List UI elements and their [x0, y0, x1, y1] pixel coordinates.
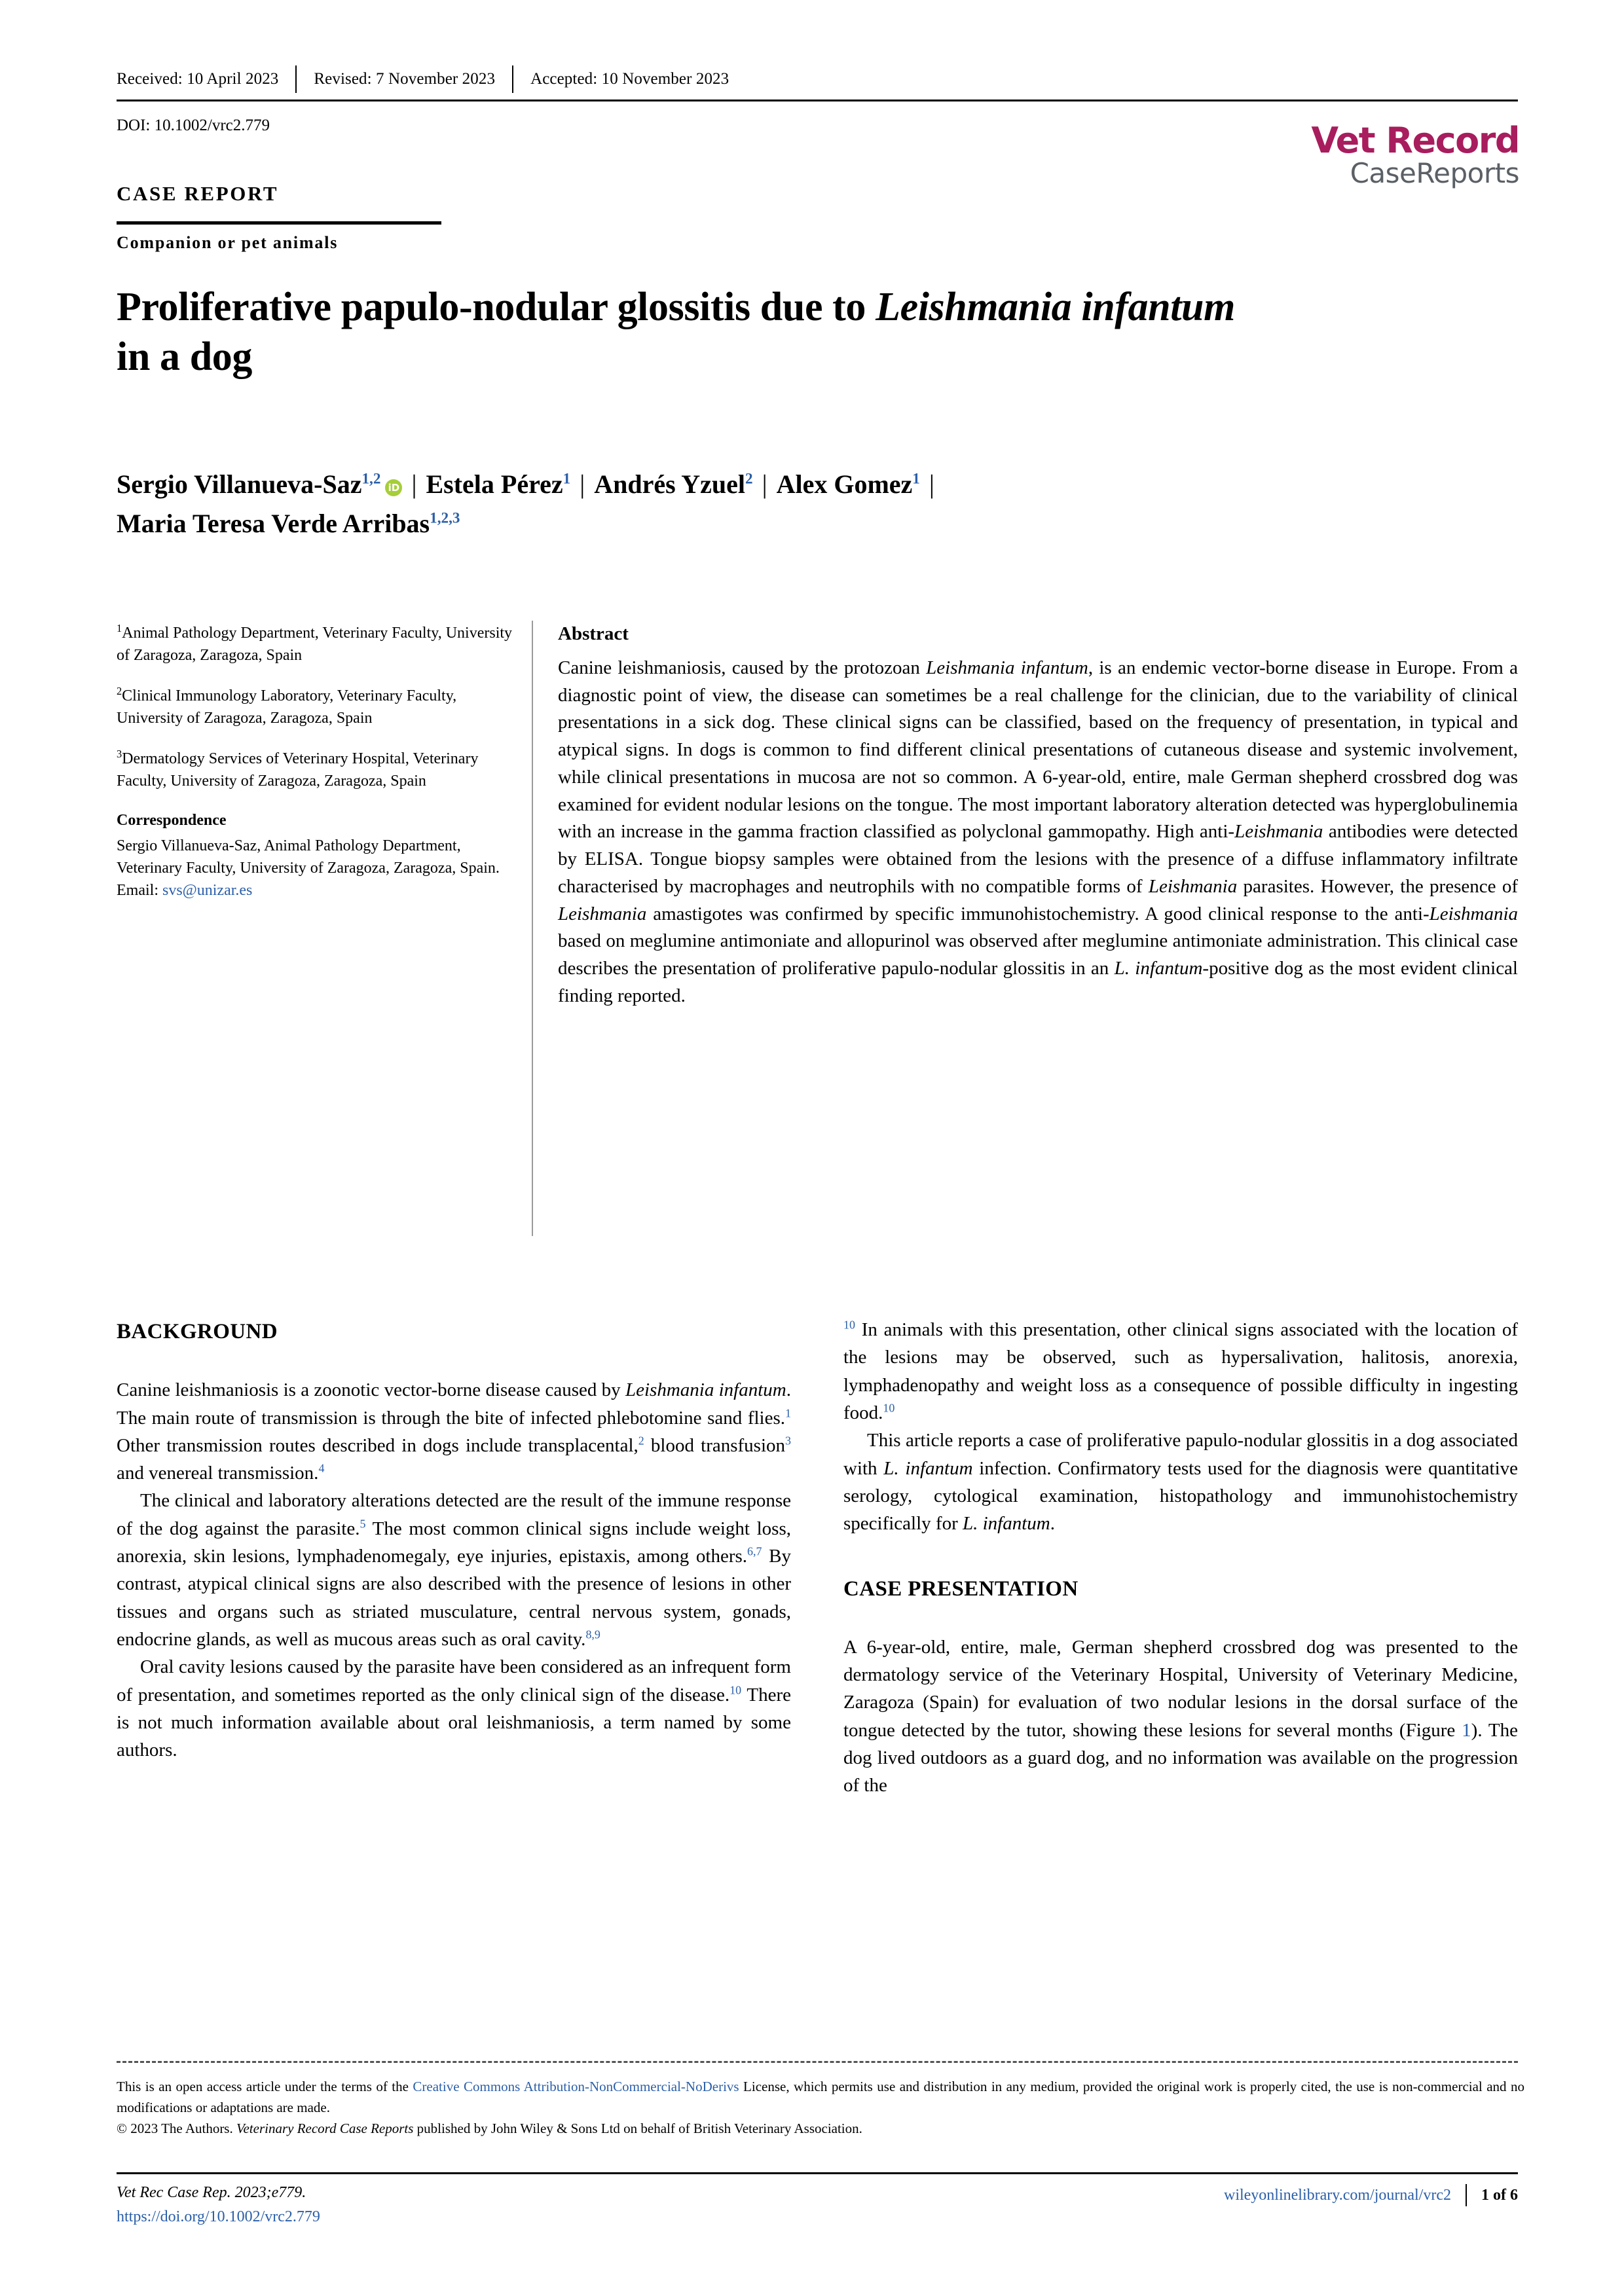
text-seg: . The main route of transmission is through the bite of infected phlebotomine sand flies.	[117, 1379, 791, 1429]
page-title	[117, 283, 1511, 382]
abstract-italic: L. infantum	[1114, 958, 1203, 979]
text-seg: In animals with this presentation, other clinical signs associated with the location of the lesions may be observed, such as hypersalivation, halitosis, anorexia, lymphadenopathy and weight loss as a consequence of possible difficulty in ingesting food.	[843, 1319, 1518, 1423]
abstract-italic: Leishmania infantum	[926, 657, 1088, 678]
author-affil-marker: 1,2	[361, 470, 381, 488]
abstract-seg: amastigotes was confirmed by specific immunohistochemistry. A good clinical response to the anti-	[646, 903, 1430, 924]
text-seg: A 6-year-old, entire, male, German shepherd crossbred dog was presented to the dermatology service of the Veterinary Hospital, University of Veterinary Medicine, Zaragoza (Spain) for evaluation of two nodular lesions in the dorsal surface of the tongue detected by the tutor, showing these lesions for several months (Figure	[843, 1636, 1518, 1741]
header-rule	[117, 100, 1518, 101]
affiliation-marker: 1	[117, 622, 122, 634]
email-link[interactable]: svs@unizar.es	[162, 881, 253, 899]
paragraph	[117, 1487, 791, 1653]
page-number: 1 of 6	[1481, 2186, 1518, 2204]
citation-ref[interactable]: 10	[729, 1683, 742, 1697]
doi-link[interactable]: https://doi.org/10.1002/vrc2.779	[117, 2208, 320, 2225]
text-seg: .	[1050, 1513, 1055, 1535]
correspondence-heading: Correspondence	[117, 812, 227, 829]
citation-ref[interactable]: 2	[638, 1434, 644, 1448]
license-text: License, which permits use and distribution in any medium, provided the original work is properly cited, the use is non-commercial and no modifications or adaptations are made.	[117, 2079, 1525, 2115]
copyright-text: © 2023 The Authors.	[117, 2120, 236, 2136]
text-seg: By contrast, atypical clinical signs are also described with the presence of lesions in other tissues and organs such as striated musculature, central nervous system, gonads, endocrine glands, as well as mucous areas such as oral cavity.	[117, 1546, 792, 1650]
abstract-seg: -positive dog as the most evident clinical finding reported.	[558, 958, 1518, 1006]
body-column-right	[843, 1316, 1518, 1800]
abstract-seg: Canine leishmaniosis, caused by the protozoan	[558, 657, 927, 678]
author-separator: |	[580, 469, 585, 499]
author-separator: |	[929, 469, 934, 499]
paragraph	[117, 1376, 791, 1487]
page-footer	[117, 2184, 1518, 2226]
affiliation-text: Animal Pathology Department, Veterinary Faculty, University of Zaragoza, Zaragoza, Spain	[117, 625, 513, 665]
paragraph	[843, 1316, 1518, 1427]
author-separator: |	[411, 469, 417, 499]
journal-logo-main: Vet Record	[1311, 120, 1519, 161]
abstract-block	[558, 621, 1518, 1010]
abstract-seg: based on meglumine antimoniate and allopurinol was observed after meglumine antimoniate administration. This clinical case describes the presentation of proliferative papulo-nodular glossitis in an	[558, 930, 1518, 979]
publication-dates	[117, 65, 1518, 93]
citation-ref[interactable]: 5	[360, 1517, 366, 1531]
copyright-text: published by John Wiley & Sons Ltd on behalf of British Veterinary Association.	[413, 2120, 862, 2136]
citation-ref[interactable]: 10	[883, 1401, 895, 1415]
author-affil-marker: 2	[745, 470, 753, 488]
paragraph	[843, 1427, 1518, 1537]
text-seg: The most common clinical signs include weight loss, anorexia, skin lesions, lymphadenomegaly, eye injuries, epistaxis, among others.	[117, 1518, 791, 1567]
author-list	[117, 465, 1505, 543]
article-type-rule	[117, 221, 441, 225]
revised-date: Revised: 7 November 2023	[314, 70, 496, 88]
affiliation-text: Dermatology Services of Veterinary Hospital, Veterinary Faculty, University of Zaragoza, Zaragoza, Spain	[117, 750, 479, 790]
footer-citation: Vet Rec Case Rep. 2023;e779.	[117, 2184, 306, 2201]
paragraph	[843, 1633, 1518, 1800]
correspondence-body	[117, 835, 523, 902]
text-seg: Oral cavity lesions caused by the parasite have been considered as an infrequent form of presentation, and sometimes reported as the only clinical sign of the disease.	[117, 1656, 791, 1705]
title-part-1: Proliferative papulo-nodular glossitis due to	[117, 285, 876, 329]
abstract-heading: Abstract	[558, 623, 629, 644]
abstract-divider	[532, 621, 533, 1236]
article-type-label: CASE REPORT	[117, 182, 279, 205]
license-text: This is an open access article under the terms of the	[117, 2079, 413, 2094]
abstract-seg: antibodies were detected by ELISA. Tongue biopsy samples were obtained from the lesions with the presence of a diffuse inflammatory infiltrate characterised by macrophages and neutrophils with no compatible forms of	[558, 821, 1518, 897]
cc-license-link[interactable]: Creative Commons Attribution-NonCommercial-NoDerivs	[413, 2079, 739, 2094]
citation-ref[interactable]: 8,9	[585, 1628, 600, 1641]
text-seg: Canine leishmaniosis is a zoonotic vector-borne disease caused by	[117, 1379, 625, 1401]
text-seg: There is not much information available about oral leishmaniosis, a term named by some authors.	[117, 1684, 792, 1761]
author-affil-marker: 1	[912, 470, 920, 488]
affiliation-item	[117, 621, 523, 666]
accepted-date: Accepted: 10 November 2023	[530, 70, 729, 88]
article-subject-label: Companion or pet animals	[117, 233, 339, 252]
author-name: Estela Pérez	[426, 469, 563, 499]
footer-separator	[1466, 2184, 1467, 2206]
email-label: Email:	[117, 881, 162, 899]
title-part-2: in a dog	[117, 334, 252, 379]
footer-citation-block	[117, 2184, 1224, 2226]
author-name: Maria Teresa Verde Arribas	[117, 509, 430, 538]
author-affil-marker: 1	[563, 470, 571, 488]
text-seg: ). The dog lived outdoors as a guard dog, and no information was available on the progression of the	[843, 1719, 1518, 1796]
author-separator: |	[762, 469, 767, 499]
abstract-italic: Leishmania	[1429, 903, 1518, 924]
text-seg: This article reports a case of proliferative papulo-nodular glossitis in a dog associated with	[843, 1430, 1518, 1479]
abstract-italic: Leishmania	[558, 903, 647, 924]
received-date: Received: 10 April 2023	[117, 70, 279, 88]
author-name: Sergio Villanueva-Saz	[117, 469, 362, 499]
figure-link[interactable]: 1	[1462, 1719, 1471, 1741]
text-seg: Other transmission routes described in dogs include transplacental,	[117, 1434, 638, 1456]
body-column-left	[117, 1316, 791, 1764]
footer-dashed-rule	[117, 2061, 1518, 2063]
footer-rule	[117, 2172, 1518, 2174]
journal-url-link[interactable]: wileyonlinelibrary.com/journal/vrc2	[1223, 2186, 1451, 2204]
abstract-seg: parasites. However, the presence of	[1237, 875, 1518, 897]
citation-ref[interactable]: 4	[318, 1461, 325, 1475]
text-seg: and venereal transmission.	[117, 1463, 319, 1484]
text-seg: infection. Confirmatory tests used for the diagnosis were quantitative serology, cytological examination, histopathology and immunohistochemistry specifically for	[843, 1457, 1519, 1535]
journal-logo	[1311, 120, 1519, 189]
citation-ref[interactable]: 6,7	[747, 1544, 762, 1558]
doi-line: DOI: 10.1002/vrc2.779	[117, 117, 270, 134]
section-heading-background: BACKGROUND	[117, 1320, 278, 1343]
species-italic: L. infantum	[883, 1457, 973, 1479]
text-seg: The clinical and laboratory alterations detected are the result of the immune response of the dog against the parasite.	[117, 1490, 791, 1539]
orcid-icon[interactable]: iD	[385, 479, 402, 496]
affiliation-item	[117, 746, 523, 792]
footer-right-block	[1224, 2184, 1518, 2206]
affiliation-marker: 2	[117, 685, 122, 698]
abstract-text	[558, 655, 1518, 1010]
citation-ref[interactable]: 10	[843, 1318, 855, 1332]
affiliation-text: Clinical Immunology Laboratory, Veterinary Faculty, University of Zaragoza, Zaragoza, Spain	[117, 687, 457, 727]
author-affil-marker: 1,2,3	[430, 509, 460, 527]
journal-name-italic: Veterinary Record Case Reports	[236, 2120, 414, 2136]
section-heading-case-presentation: CASE PRESENTATION	[843, 1576, 1079, 1601]
citation-ref[interactable]: 1	[785, 1406, 791, 1419]
abstract-italic: Leishmania	[1234, 821, 1323, 843]
author-name: Andrés Yzuel	[594, 469, 745, 499]
species-italic: Leishmania infantum	[625, 1379, 786, 1401]
affiliations-block	[117, 621, 523, 919]
license-block	[117, 2077, 1524, 2140]
abstract-seg: , is an endemic vector-borne disease in Europe. From a diagnostic point of view, the disease can sometimes be a real challenge for the clinician, due to the variability of clinical presentations in a sick dog. These clinical signs can be classified, based on the frequency of presentation, in typical and atypical signs. In dogs is common to find different clinical presentations of cutaneous disease and systemic involvement, while clinical presentations in mucosa are not so common. A 6-year-old, entire, male German shepherd crossbred dog was examined for evident nodular lesions on the tongue. The most important laboratory alteration detected was hyperglobulinemia with an increase in the gamma fraction classified as polyclonal gammopathy. High anti-	[558, 657, 1518, 843]
affiliation-marker: 3	[117, 748, 122, 761]
correspondence-text: Sergio Villanueva-Saz, Animal Pathology Department, Veterinary Faculty, University of Zaragoza, Zaragoza, Spain.	[117, 837, 500, 877]
species-italic: L. infantum	[962, 1513, 1050, 1535]
author-name: Alex Gomez	[776, 469, 913, 499]
paragraph	[117, 1653, 791, 1764]
text-seg: blood transfusion	[644, 1434, 786, 1456]
journal-logo-sub: CaseReports	[1350, 157, 1519, 189]
affiliation-item	[117, 683, 523, 729]
abstract-italic: Leishmania	[1148, 875, 1238, 897]
citation-ref[interactable]: 3	[785, 1434, 791, 1448]
title-species: Leishmania infantum	[876, 285, 1235, 329]
